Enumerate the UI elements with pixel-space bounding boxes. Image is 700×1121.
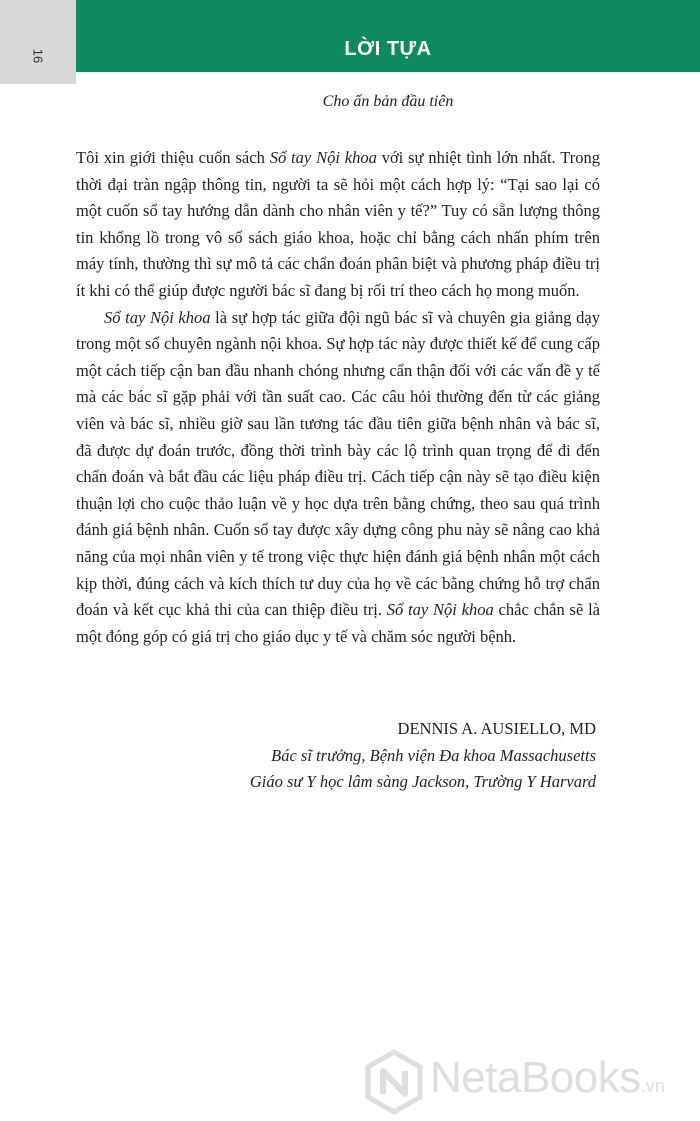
chapter-header-band [76, 0, 700, 72]
book-title: Sổ tay Nội khoa [386, 600, 494, 620]
signature-block [250, 716, 596, 796]
author-role-2: Giáo sư Y học lâm sàng Jackson, Trường Y Harvard [249, 772, 596, 792]
paragraph-2 [76, 305, 600, 651]
paragraph-1-text-a: Tôi xin giới thiệu cuốn sách [76, 148, 270, 167]
author-role-1: Bác sĩ trưởng, Bệnh viện Đa khoa Massachusetts [271, 745, 596, 765]
watermark-text [430, 1053, 665, 1103]
chapter-title: LỜI TỰA [344, 38, 432, 60]
paragraph-2-text-a: là sự hợp tác giữa đội ngũ bác sĩ và chuyên gia giảng dạy trong một số chuyên ngành nội khoa. Sự hợp tác này được thiết kế để cung cấp một cách tiếp cận ban đầu nhanh chóng nhưng cẩn thận đối với các vấn đề y tế mà các bác sĩ gặp phải với tần suất cao. Các câu hỏi thường đến từ các giảng viên và bác sĩ, nhiều giờ sau lần tương tác đầu tiên giữa bệnh nhân và bác sĩ, đã được dự đoán trước, đồng thời trình bày các lộ trình quan trọng để đi đến chẩn đoán và bắt đầu các liệu pháp điều trị. Cách tiếp cận này sẽ tạo điều kiện thuận lợi cho cuộc thảo luận về y học dựa trên bằng chứng, theo sau quá trình đánh giá bệnh nhân. Cuốn sổ tay được xây dựng công phu này sẽ nâng cao khả năng của mọi nhân viên y tế trong việc thực hiện đánh giá bệnh nhân một cách kịp thời, đúng cách và kích thích tư duy của họ về các bằng chứng hỗ trợ chẩn đoán và kết cục khả thi của can thiệp điều trị. [76, 307, 600, 620]
netabooks-logo-icon [364, 1049, 424, 1115]
page-number-tab [0, 0, 76, 84]
paragraph-1-text-b: với sự nhiệt tình lớn nhất. Trong thời đại tràn ngập thông tin, người ta sẽ hỏi một cách hợp lý: “Tại sao lại có một cuốn sổ tay hướng dẫn dành cho nhân viên y tế?” Tuy có sẵn lượng thông tin khổng lồ trong vô số sách giáo khoa, hoặc chỉ bằng cách nhấn phím trên máy tính, thường thì sự mô tả các chẩn đoán phân biệt và phương pháp điều trị ít khi có thể giúp được người bác sĩ đang bị rối trí theo cách họ mong muốn. [76, 148, 600, 300]
paragraph-2-text-b: chắc chắn sẽ là một đóng góp có giá trị cho giáo dục y tế và chăm sóc người bệnh. [76, 600, 600, 646]
netabooks-watermark [364, 1045, 700, 1121]
author-name: DENNIS A. AUSIELLO, MD [397, 719, 596, 738]
book-title: Sổ tay Nội khoa [104, 307, 211, 327]
paragraph-1 [76, 145, 600, 305]
watermark-suffix: .vn [640, 1076, 665, 1096]
book-title: Sổ tay Nội khoa [269, 148, 377, 167]
body-text [76, 145, 600, 650]
watermark-brand: NetaBooks [430, 1053, 641, 1102]
chapter-subtitle: Cho ấn bản đầu tiên [322, 93, 454, 110]
page-number: 16 [30, 48, 46, 64]
